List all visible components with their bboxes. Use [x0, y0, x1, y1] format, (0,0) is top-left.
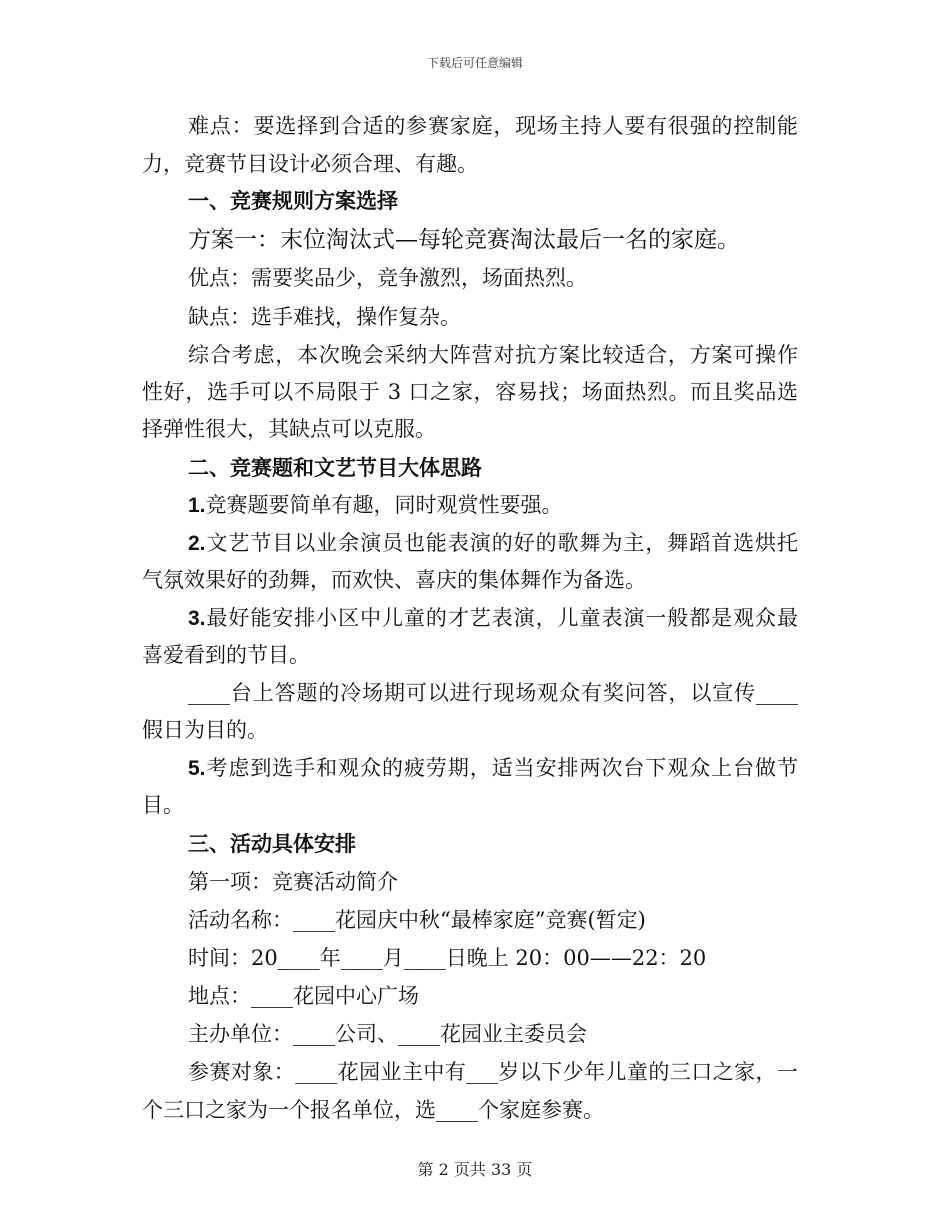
list-text: 竞赛题要简单有趣，同时观赏性要强。	[205, 493, 563, 517]
list-text: 文艺节目以业余演员也能表演的好的歌舞为主，舞蹈首选烘托	[205, 531, 798, 555]
list-text: 考虑到选手和观众的疲劳期，适当安排两次台下观众上台做节	[205, 756, 798, 780]
section-heading-3: 三、活动具体安排	[188, 831, 356, 856]
paragraph-line: 假日为目的。	[142, 718, 268, 742]
paragraph-line: 方案一：末位淘汰式—每轮竞赛淘汰最后一名的家庭。	[188, 227, 740, 253]
paragraph-line: 主办单位：____公司、____花园业主委员会	[188, 1022, 587, 1046]
paragraph-line: 活动名称：____花园庆中秋“最棒家庭”竞赛(暂定)	[188, 908, 646, 932]
paragraph-line: 时间：20____年____月____日晚上 20：00——22：20	[188, 946, 707, 970]
paragraph-line: 目。	[142, 793, 184, 817]
paragraph-line: 地点：____花园中心广场	[188, 984, 419, 1008]
paragraph-line: ____台上答题的冷场期可以进行现场观众有奖问答，以宣传____	[188, 681, 798, 705]
list-item-3	[142, 603, 798, 634]
paragraph-line: 个三口之家为一个报名单位，选____个家庭参赛。	[142, 1098, 604, 1122]
page-header: 下载后可任意编辑	[426, 56, 523, 70]
list-number: 5.	[188, 757, 206, 780]
list-text: 最好能安排小区中儿童的才艺表演，儿童表演一般都是观众最	[205, 606, 798, 630]
paragraph-line: 性好，选手可以不局限于 3 口之家，容易找；场面热烈。而且奖品选	[142, 380, 798, 404]
paragraph-line: 第一项：竞赛活动简介	[188, 870, 398, 894]
paragraph-line: 力，竞赛节目设计必须合理、有趣。	[142, 152, 478, 176]
list-number: 3.	[188, 607, 206, 630]
list-item-1	[142, 490, 563, 521]
section-heading-2: 二、竞赛题和文艺节目大体思路	[188, 455, 482, 480]
paragraph-line: 综合考虑，本次晚会采纳大阵营对抗方案比较适合，方案可操作	[188, 343, 798, 367]
paragraph-line: 难点：要选择到合适的参赛家庭，现场主持人要有很强的控制能	[188, 114, 798, 138]
paragraph-line: 优点：需要奖品少，竞争激烈，场面热烈。	[188, 266, 587, 290]
list-number: 2.	[188, 532, 206, 555]
page-footer: 第 2 页共 33 页	[417, 1160, 533, 1179]
paragraph-line: 缺点：选手难找，操作复杂。	[188, 305, 461, 329]
paragraph-line: 参赛对象：____花园业主中有___岁以下少年儿童的三口之家，一	[188, 1060, 798, 1084]
section-heading-1: 一、竞赛规则方案选择	[188, 188, 398, 213]
paragraph-line: 择弹性很大，其缺点可以克服。	[142, 417, 436, 441]
list-number: 1.	[188, 494, 206, 517]
list-item-5	[142, 753, 798, 784]
paragraph-line: 喜爱看到的节目。	[142, 643, 310, 667]
list-item-2	[142, 528, 798, 559]
paragraph-line: 气氛效果好的劲舞，而欢快、喜庆的集体舞作为备选。	[142, 568, 646, 592]
